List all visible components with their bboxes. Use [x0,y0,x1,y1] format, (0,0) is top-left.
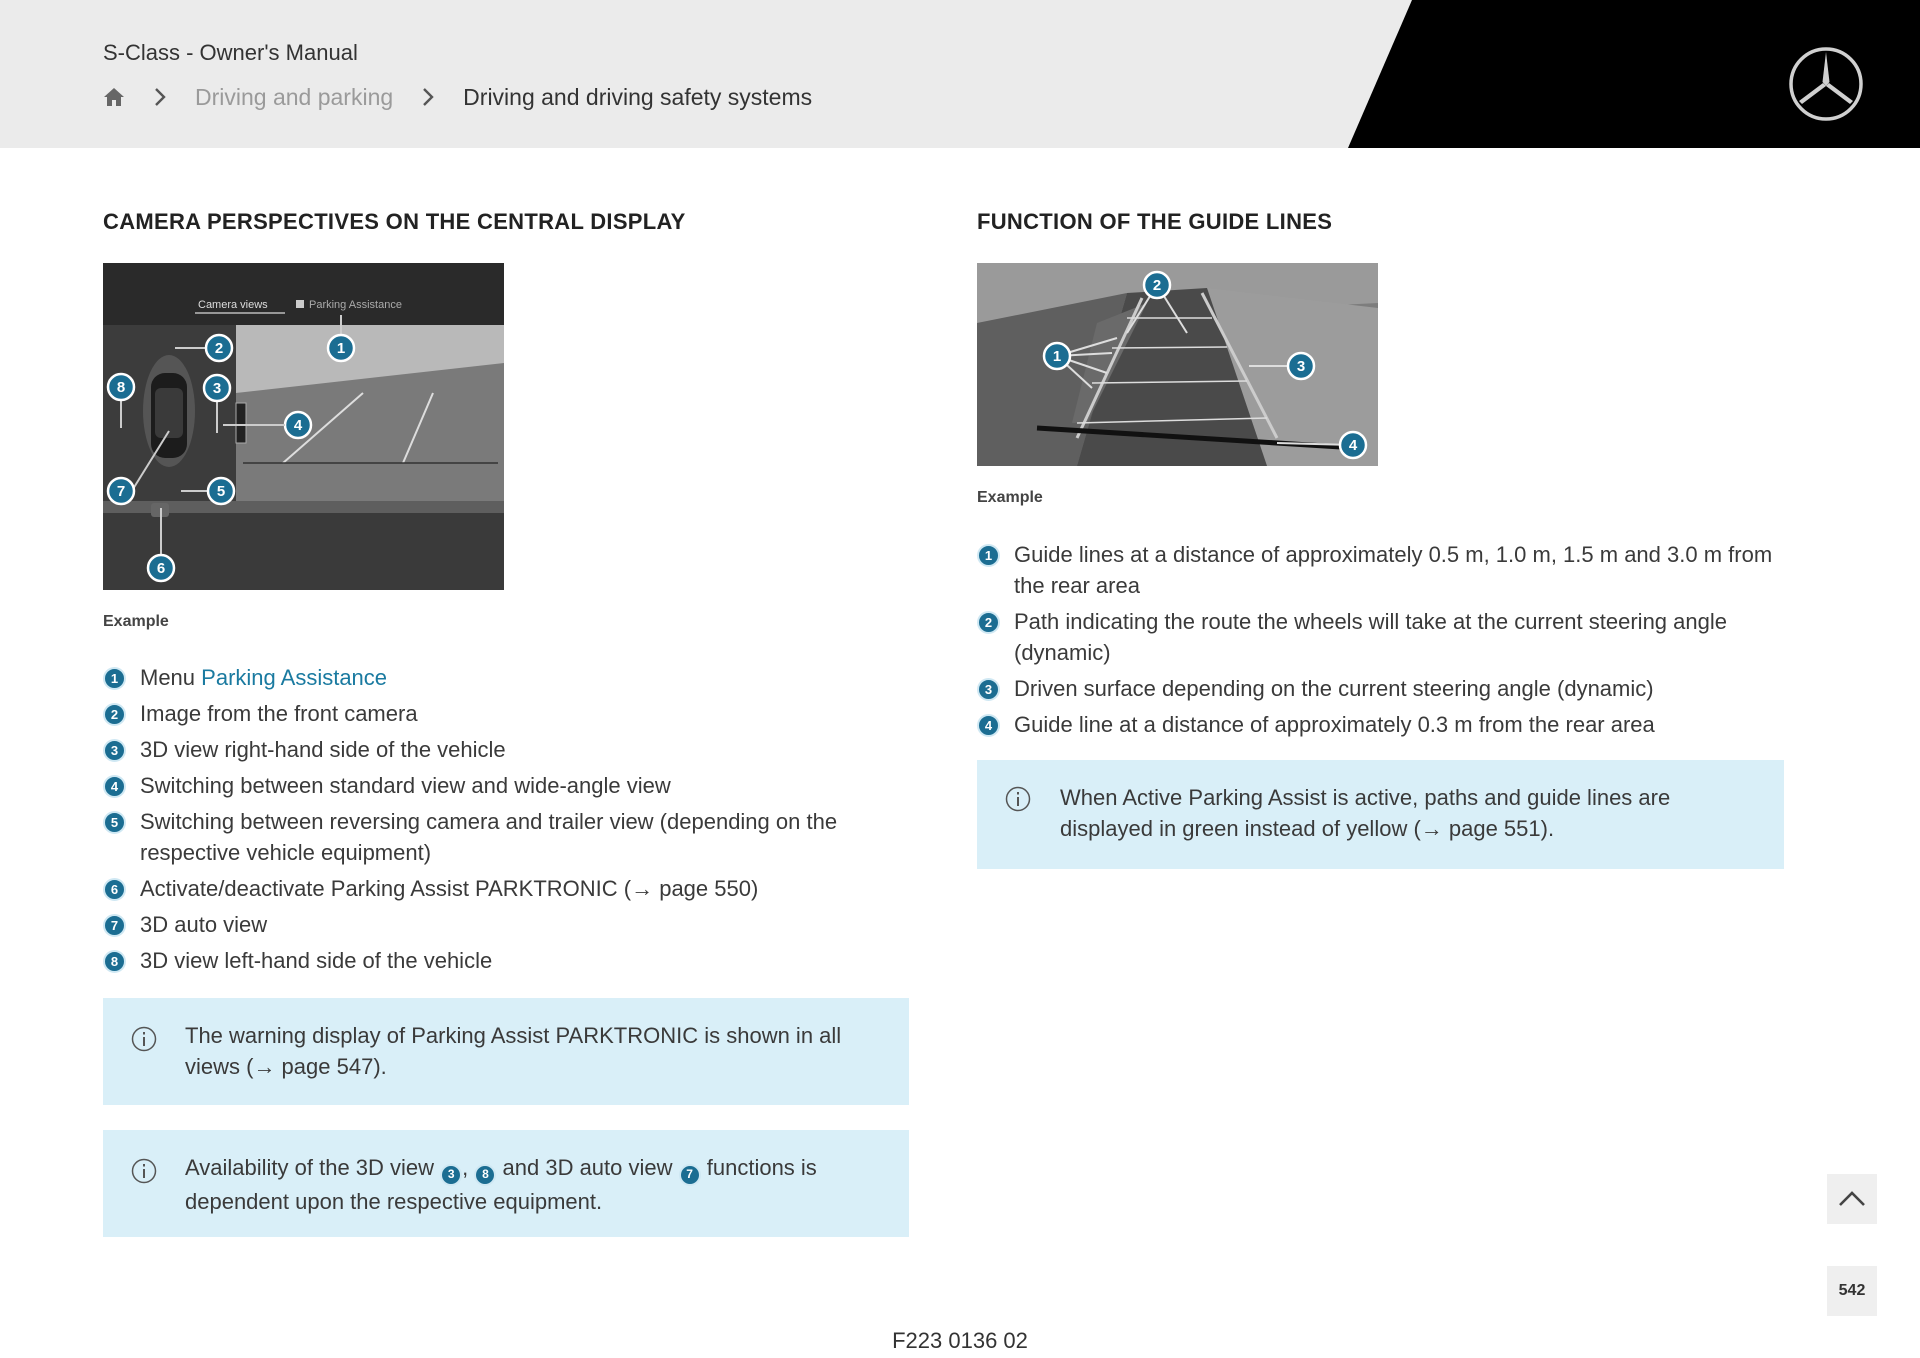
image-caption-right: Example [977,489,1043,506]
chevron-up-icon [1837,1189,1867,1209]
info-icon [1005,786,1031,812]
breadcrumb [103,82,812,112]
scroll-to-top-button[interactable] [1827,1174,1877,1224]
info-box-3d-availability [103,1130,909,1237]
svg-text:2: 2 [214,340,224,357]
list-item: 3 3D view right-hand side of the vehicle [103,734,903,765]
list-item: 5 Switching between reversing camera and trailer view (depending on the respective vehicle equipment) [103,806,903,868]
document-title: S-Class - Owner's Manual [103,40,358,65]
image-caption-left: Example [103,613,169,630]
callout-badge: 8 [103,950,126,973]
camera-perspectives-image [103,263,504,590]
info-box-active-parking-assist [977,760,1784,869]
svg-text:7: 7 [116,483,126,500]
home-icon[interactable] [103,86,125,108]
callout-badge: 1 [977,544,1000,567]
callout-badge: 3 [103,739,126,762]
svg-text:8: 8 [116,379,126,396]
callout-badge: 3 [977,678,1000,701]
callout-3 [1288,353,1314,379]
callout-6 [148,555,174,581]
chevron-right-icon [153,86,167,108]
list-item: 6 Activate/deactivate Parking Assist PARKTRONIC (→ page 550) [103,873,903,904]
camera-legend-list [103,662,903,981]
parking-assistance-link[interactable]: Parking Assistance [201,665,388,690]
list-item: 2 Image from the front camera [103,698,903,729]
svg-text:4: 4 [1348,437,1358,454]
breadcrumb-current-page: Driving and driving safety systems [463,83,813,110]
callout-badge: 8 [474,1164,496,1186]
figure-code: F223 0136 02 [892,1328,1028,1353]
tab-camera-views: Camera views [198,299,268,311]
svg-text:4: 4 [293,417,303,434]
callout-badge: 4 [103,775,126,798]
callout-4 [285,412,311,438]
callout-badge: 1 [103,667,126,690]
chevron-right-icon [421,86,435,108]
tab-parking-assistance: Parking Assistance [309,299,402,311]
callout-badge: 4 [977,714,1000,737]
mercedes-star-icon [1788,46,1864,122]
callout-badge: 7 [103,914,126,937]
info-text: Availability of the 3D view 3 , 8 and 3D auto view 7 functions is dependent upon the respective equipment. [185,1155,817,1214]
info-icon [131,1026,157,1052]
breadcrumb-driving-and-parking[interactable]: Driving and parking [195,83,394,110]
svg-text:5: 5 [216,483,226,500]
callout-badge: 5 [103,811,126,834]
svg-text:1: 1 [1052,348,1062,365]
list-item: 3 Driven surface depending on the current steering angle (dynamic) [977,673,1777,704]
callout-badge: 2 [977,611,1000,634]
list-item: 4 Guide line at a distance of approximately 0.3 m from the rear area [977,709,1777,740]
list-item: 1 Guide lines at a distance of approximately 0.5 m, 1.0 m, 1.5 m and 3.0 m from the rear area [977,539,1777,601]
svg-text:3: 3 [1296,358,1306,375]
list-item: 8 3D view left-hand side of the vehicle [103,945,903,976]
callout-8 [108,374,134,400]
callout-5 [208,478,234,504]
callout-7 [108,478,134,504]
info-box-parktronic-warning [103,998,909,1105]
guide-lines-legend-list [977,539,1777,745]
callout-badge: 7 [679,1164,701,1186]
callout-3 [204,375,230,401]
callout-badge: 2 [103,703,126,726]
list-item: 7 3D auto view [103,909,903,940]
guide-lines-image [977,263,1378,466]
callout-2 [1144,272,1170,298]
callout-1 [328,335,354,361]
callout-badge: 6 [103,878,126,901]
list-item: 2 Path indicating the route the wheels will take at the current steering angle (dynamic) [977,606,1777,668]
info-icon [131,1158,157,1184]
brand-banner [0,0,1920,148]
list-item: 1 Menu Parking Assistance [103,662,903,693]
svg-text:3: 3 [212,380,222,397]
page-number-button[interactable]: 542 [1827,1266,1877,1316]
svg-text:1: 1 [336,340,346,357]
svg-text:6: 6 [156,560,166,577]
section-title-camera-perspectives: CAMERA PERSPECTIVES ON THE CENTRAL DISPLAY [103,209,686,234]
svg-text:2: 2 [1152,277,1162,294]
callout-2 [206,335,232,361]
info-text: The warning display of Parking Assist PARKTRONIC is shown in all views (→ page 547). [185,1023,842,1079]
callout-4 [1340,432,1366,458]
list-item: 4 Switching between standard view and wide-angle view [103,770,903,801]
callout-1 [1044,343,1070,369]
info-text: When Active Parking Assist is active, paths and guide lines are displayed in green instead of yellow (→ page 551). [1060,785,1671,841]
section-title-guide-lines: FUNCTION OF THE GUIDE LINES [977,209,1333,234]
callout-badge: 3 [440,1164,462,1186]
